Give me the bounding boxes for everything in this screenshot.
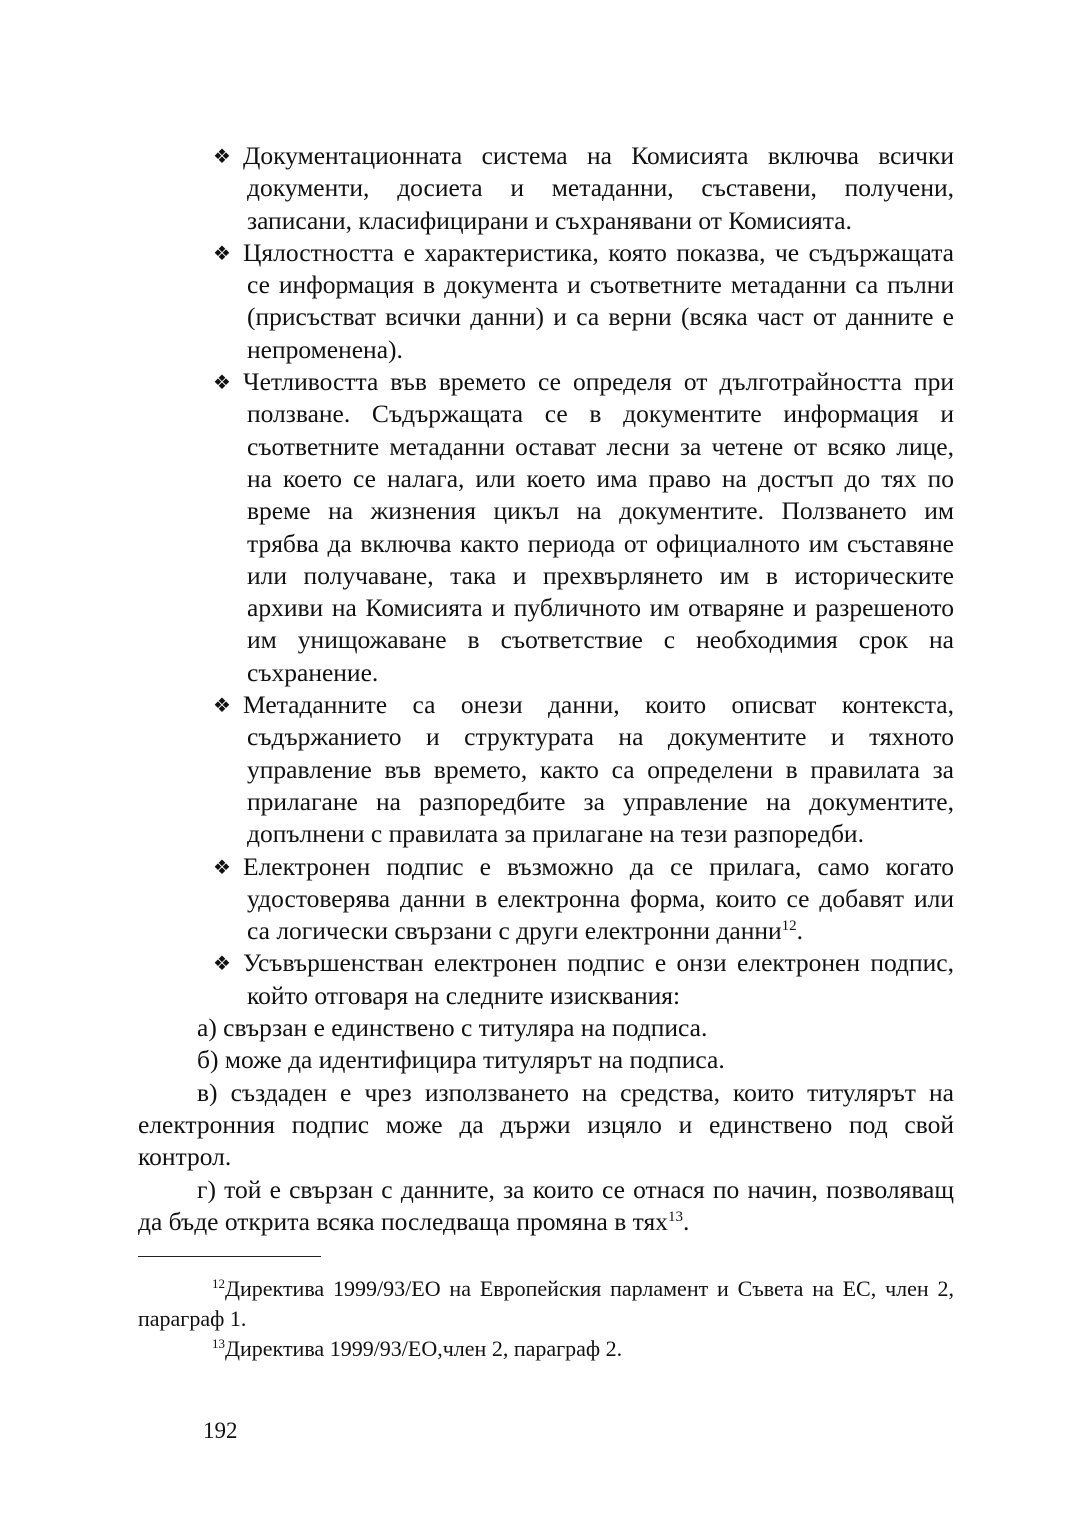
- footnote-number: 12: [212, 1276, 225, 1291]
- diamond-bullet-icon: ❖: [213, 693, 231, 718]
- footnotes-section: [138, 1274, 954, 1364]
- bullet-text: Цялостността е характеристика, която показва, че съдържащата се информация в документа и съответните метаданни са пълни (присъстват всички данни) и са верни (всяка част от данните е непроменена).: [243, 237, 954, 364]
- footnote-ref-12[interactable]: 12: [781, 918, 797, 935]
- paragraph-item-v: [138, 1077, 954, 1174]
- footnote-text: Директива 1999/93/ЕО на Европейския парламент и Съвета на ЕС, член 2, параграф 1.: [138, 1276, 954, 1331]
- bullet-item-integrity: [213, 237, 954, 366]
- footnote-number: 13: [212, 1336, 225, 1351]
- paragraph-text-tail: .: [682, 1206, 690, 1236]
- bullet-text: Документационната система на Комисията включва всички документи, досиета и метаданни, съставени, получени, записани, класифицирани и съхранявани от Комисията.: [243, 141, 954, 235]
- diamond-bullet-icon: ❖: [213, 951, 231, 976]
- diamond-bullet-icon: ❖: [213, 370, 231, 395]
- list-item-b: б) може да идентифицира титулярът на подписа.: [197, 1045, 725, 1075]
- bullet-text: Метаданните са онези данни, които описват контекста, съдържанието и структурата на документите и тяхното управление във времето, както са определени в правилата за прилагане на разпоредбите за управление на документите, допълнени с правилата за прилагане на тези разпоредби.: [243, 690, 954, 849]
- main-text: [138, 140, 954, 1238]
- bullet-item-electronic-signature: [213, 851, 954, 948]
- bullet-item-readability: [213, 366, 954, 689]
- bullet-item-metadata: [213, 689, 954, 850]
- bullet-text: Четливостта във времето се определя от дълготрайността при ползване. Съдържащата се в документите информация и съответните метаданни остават лесни за четене от всяко лице, на което се налага, или което има право на достъп до тях по време на жизнения цикъл на документите. Ползването им трябва да включва както периода от официалното им съставяне или получаване, така и прехвърлянето им в историческите архиви на Комисията и публичното им отваряне и разрешеното им унищожаване в съответствие с необходимия срок на съхранение.: [243, 367, 954, 687]
- footnote-text: Директива 1999/93/ЕО,член 2, параграф 2.: [225, 1336, 623, 1361]
- diamond-bullet-icon: ❖: [213, 854, 231, 879]
- list-item-a: а) свързан е единствено с титуляра на подписа.: [197, 1013, 708, 1043]
- diamond-bullet-icon: ❖: [213, 144, 231, 168]
- paragraph-item-g: [138, 1174, 954, 1239]
- diamond-bullet-icon: ❖: [213, 240, 231, 265]
- page-number: 192: [203, 1418, 238, 1443]
- paragraph-text: в) създаден е чрез използването на средства, които титулярът на електронния подпис може да държи изцяло и единствено под свой контрол.: [138, 1077, 954, 1172]
- footnote-13: [138, 1334, 954, 1364]
- bullet-text: Електронен подпис е възможно да се прилага, само когато удостоверява данни в електронна форма, които се добавят или са логически свързани с други електронни данни: [243, 851, 954, 946]
- bullet-text-tail: .: [796, 916, 804, 946]
- bullet-item-advanced-signature: [213, 947, 954, 1012]
- bullet-item-documentation-system: [213, 140, 954, 237]
- bullet-text: Усъвършенстван електронен подпис е онзи електронен подпис, който отговаря на следните изисквания:: [243, 948, 954, 1010]
- footnote-ref-13[interactable]: 13: [667, 1208, 683, 1225]
- footnote-separator: [138, 1256, 321, 1257]
- footnote-12: [138, 1274, 954, 1334]
- paragraph-text: г) той е свързан с данните, за които се отнася по начин, позволяващ да бъде открита всяка последваща промяна в тях: [138, 1174, 954, 1236]
